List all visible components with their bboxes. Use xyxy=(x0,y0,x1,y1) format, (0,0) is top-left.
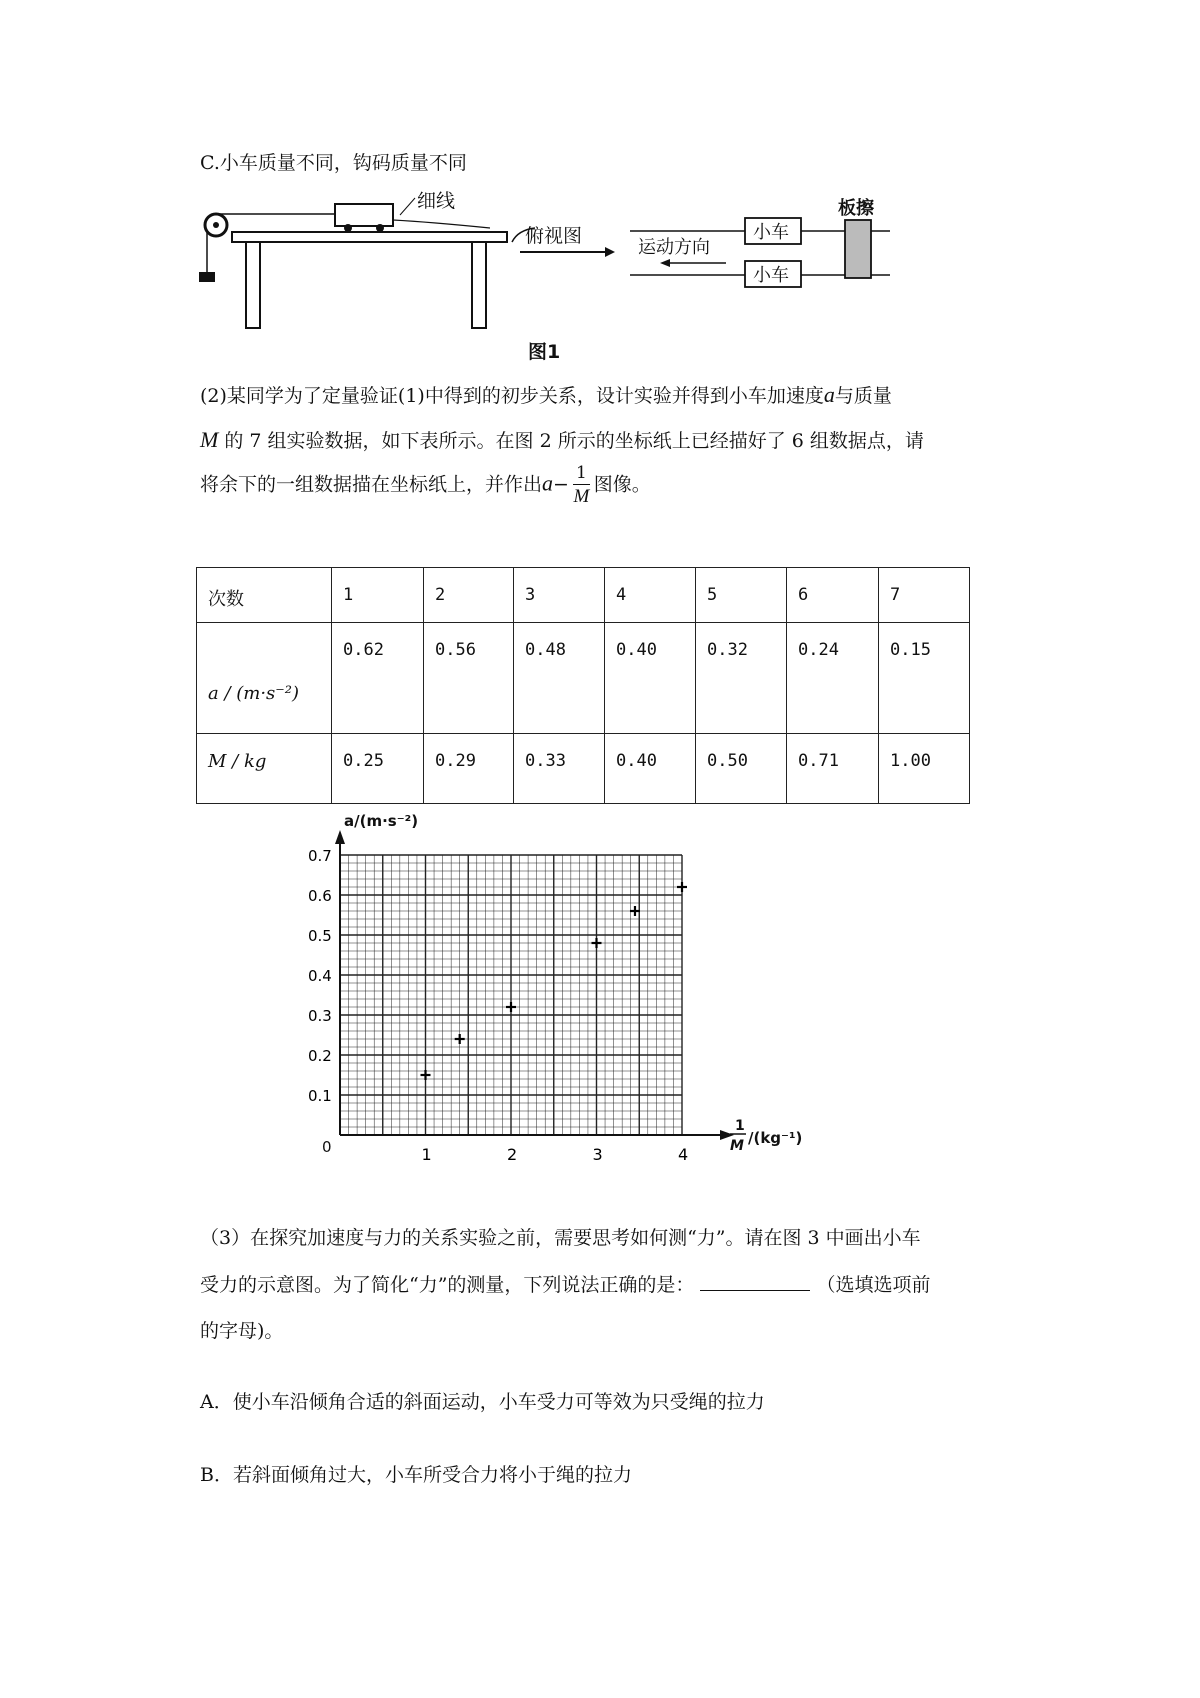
option-a-text: A．使小车沿倾角合适的斜面运动，小车受力可等效为只受绳的拉力 xyxy=(200,1391,765,1413)
y-axis-arrow xyxy=(335,830,345,844)
M-cell: 1.00 xyxy=(879,734,970,804)
data-point xyxy=(506,1002,516,1012)
header-M: M / kg xyxy=(197,734,332,804)
data-point xyxy=(592,938,602,948)
option-c-text: C.小车质量不同，钩码质量不同 xyxy=(200,152,467,174)
fraction-1-over-M: $\frac{1}{M}$ xyxy=(573,463,590,507)
M-cell: 0.25 xyxy=(332,734,424,804)
data-point xyxy=(455,1034,465,1044)
table-row-trials xyxy=(197,568,970,623)
label-thread: 细线 xyxy=(417,190,456,212)
data-table xyxy=(196,567,970,804)
trial-cell: 1 xyxy=(332,568,424,623)
label-top-view: 俯视图 xyxy=(525,225,583,247)
y-axis-label: a/(m·s⁻²) xyxy=(344,812,419,830)
data-point xyxy=(421,1070,431,1080)
origin-label: 0 xyxy=(322,1138,332,1156)
part3-line1: （3）在探究加速度与力的关系实验之前，需要思考如何测“力”。请在图 3 中画出小车 xyxy=(200,1227,921,1249)
part3-line2: 受力的示意图。为了简化“力”的测量，下列说法正确的是： （选填选项前 xyxy=(200,1274,931,1296)
table-row-M xyxy=(197,734,970,804)
trial-cell: 3 xyxy=(514,568,605,623)
y-tick-label: 0.3 xyxy=(308,1007,332,1025)
trial-cell: 4 xyxy=(605,568,696,623)
a-cell: 0.15 xyxy=(879,623,970,734)
y-tick-label: 0.6 xyxy=(308,887,332,905)
option-b-text: B．若斜面倾角过大，小车所受合力将小于绳的拉力 xyxy=(200,1464,632,1486)
figure-2-chart xyxy=(308,812,820,1170)
table-leg-right xyxy=(472,242,486,328)
x-axis-label-unit: /(kg⁻¹) xyxy=(748,1129,803,1147)
x-tick-label: 2 xyxy=(507,1145,518,1164)
y-tick-label: 0.7 xyxy=(308,847,332,865)
data-point xyxy=(630,906,640,916)
trial-cell: 5 xyxy=(696,568,787,623)
part3-line3: 的字母)。 xyxy=(200,1320,284,1342)
figure-1 xyxy=(190,180,910,370)
label-eraser: 板擦 xyxy=(838,198,874,219)
table-row-a xyxy=(197,623,970,734)
lab-table-top xyxy=(232,232,507,242)
x-axis-label-num: 1 xyxy=(735,1118,745,1134)
header-a: a / (m·s⁻²) xyxy=(197,623,332,734)
part2-line1: (2)某同学为了定量验证(1)中得到的初步关系，设计实验并得到小车加速度a与质量 xyxy=(200,382,892,407)
hook-weight xyxy=(199,272,215,282)
table-leg-left xyxy=(246,242,260,328)
M-cell: 0.40 xyxy=(605,734,696,804)
M-cell: 0.71 xyxy=(787,734,879,804)
y-tick-label: 0.5 xyxy=(308,927,332,945)
a-cell: 0.32 xyxy=(696,623,787,734)
x-axis-label-den: M xyxy=(730,1138,744,1154)
a-cell: 0.48 xyxy=(514,623,605,734)
answer-blank[interactable] xyxy=(700,1272,810,1291)
a-cell: 0.40 xyxy=(605,623,696,734)
y-tick-label: 0.1 xyxy=(308,1087,332,1105)
M-cell: 0.50 xyxy=(696,734,787,804)
figure-1-caption: 图1 xyxy=(528,341,561,363)
a-cell: 0.24 xyxy=(787,623,879,734)
trial-cell: 7 xyxy=(879,568,970,623)
label-motion-direction: 运动方向 xyxy=(638,237,710,258)
M-cell: 0.29 xyxy=(424,734,514,804)
y-tick-label: 0.4 xyxy=(308,967,332,985)
eraser xyxy=(845,220,871,278)
trial-cell: 2 xyxy=(424,568,514,623)
data-point xyxy=(677,882,687,892)
x-tick-label: 1 xyxy=(421,1145,432,1164)
a-cell: 0.56 xyxy=(424,623,514,734)
x-tick-label: 3 xyxy=(592,1145,603,1164)
header-trials: 次数 xyxy=(197,568,332,623)
part2-line3: 将余下的一组数据描在坐标纸上，并作出a− $\frac{1}{M}$ 图像。 xyxy=(200,463,651,507)
a-cell: 0.62 xyxy=(332,623,424,734)
x-tick-label: 4 xyxy=(678,1145,689,1164)
trial-cell: 6 xyxy=(787,568,879,623)
cart xyxy=(335,204,393,226)
y-tick-label: 0.2 xyxy=(308,1047,332,1065)
svg-text:小车: 小车 xyxy=(753,265,789,286)
svg-text:小车: 小车 xyxy=(753,222,789,243)
part2-line2: M 的 7 组实验数据，如下表所示。在图 2 所示的坐标纸上已经描好了 6 组数据点，请 xyxy=(200,427,924,452)
M-cell: 0.33 xyxy=(514,734,605,804)
